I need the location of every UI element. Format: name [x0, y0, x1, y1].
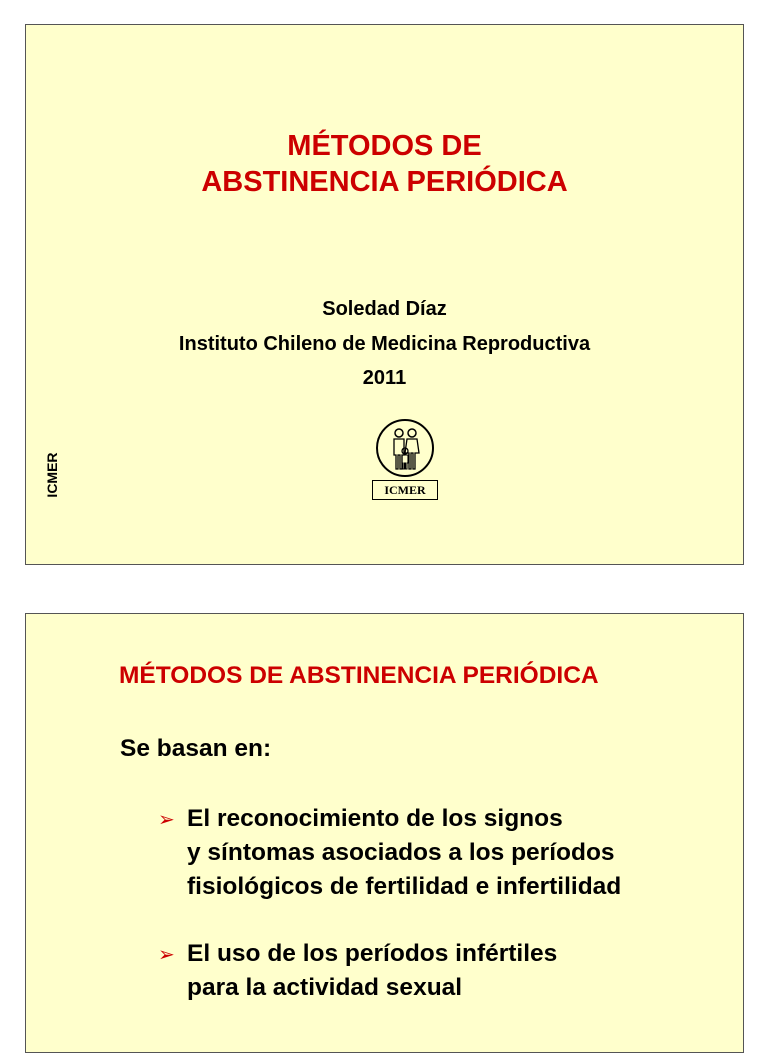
title-line-2: ABSTINENCIA PERIÓDICA [201, 166, 568, 198]
intro-text: Se basan en: [120, 735, 272, 762]
family-icon [375, 418, 435, 478]
icmer-logo [372, 418, 440, 508]
arrow-bullet-icon: ➢ [158, 807, 175, 831]
institution-name: Instituto Chileno de Medicina Reproductiva [178, 332, 591, 355]
author-name: Soledad Díaz [322, 298, 447, 320]
arrow-bullet-icon: ➢ [158, 942, 175, 966]
content-slide [25, 613, 744, 1053]
bullet-item [158, 802, 738, 904]
bullet-line: fisiológicos de fertilidad e infertilidad [187, 873, 622, 900]
bullet-item [158, 937, 738, 1005]
bullet-line: El uso de los períodos infértiles [187, 940, 558, 967]
title-slide [25, 24, 744, 565]
year: 2011 [362, 367, 407, 389]
bullet-line: para la actividad sexual [187, 974, 463, 1001]
bullet-line: El reconocimiento de los signos [187, 805, 563, 832]
bullet-list [158, 802, 738, 1038]
author-block [26, 292, 743, 396]
side-label: ICMER [44, 452, 60, 498]
title-line-1: MÉTODOS DE [287, 130, 482, 162]
logo-text: ICMER [372, 480, 438, 500]
slide-title [26, 128, 743, 200]
bullet-line: y síntomas asociados a los períodos [187, 839, 615, 866]
slide-title: MÉTODOS DE ABSTINENCIA PERIÓDICA [119, 662, 599, 689]
